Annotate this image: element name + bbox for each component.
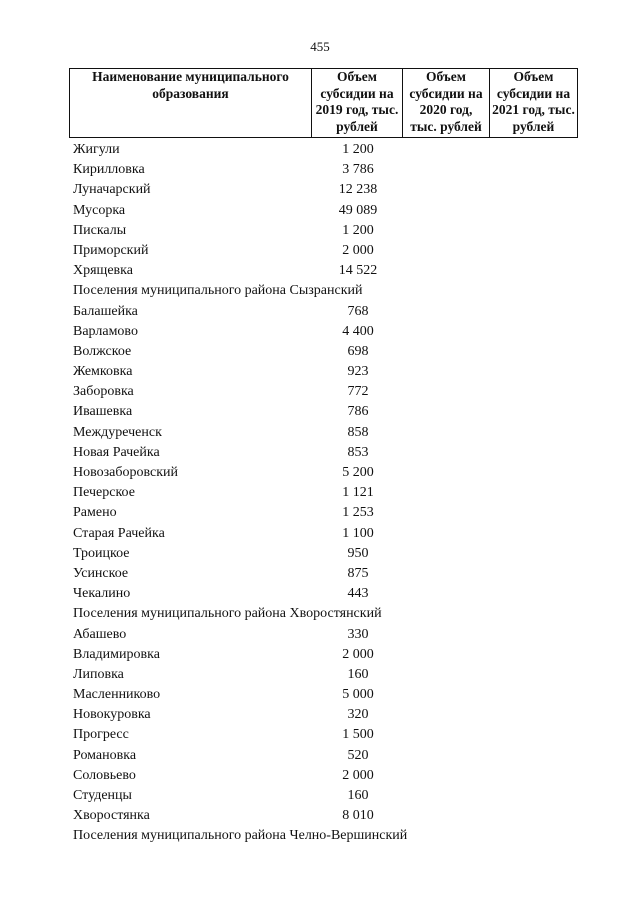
table-row [73, 625, 593, 645]
table-row [73, 685, 593, 705]
section-heading: Поселения муниципального района Челно-Вершинский [73, 828, 408, 844]
municipality-name: Хрящевка [73, 263, 133, 279]
municipality-name: Студенцы [73, 788, 132, 803]
subsidy-2019-value: 2 000 [342, 242, 374, 258]
table-row [73, 503, 593, 523]
table-row [73, 221, 593, 241]
table-row [73, 483, 593, 503]
subsidy-2019-value: 858 [347, 424, 369, 440]
subsidy-2019-value: 8 010 [342, 808, 374, 824]
table-row [73, 362, 593, 382]
table-body [73, 140, 593, 847]
municipality-name: Усинское [73, 565, 129, 581]
header-2021-column: Объем субсидии на 2021 год, тыс. рублей [490, 69, 578, 138]
subsidy-2019-value: 160 [347, 666, 369, 682]
subsidy-2019-value: 698 [347, 343, 369, 359]
municipality-name: Жемковка [73, 364, 133, 380]
subsidy-2019-value: 320 [347, 707, 369, 723]
municipality-name: Мусорка [73, 202, 126, 218]
table-row [73, 342, 593, 362]
subsidy-2019-value: 5 000 [342, 687, 374, 703]
section-heading-row [73, 604, 593, 624]
subsidy-2019-value: 49 089 [338, 202, 378, 218]
subsidy-2019-value: 1 500 [342, 727, 374, 743]
table-row [73, 725, 593, 745]
subsidy-2019-value: 772 [347, 384, 369, 400]
table-row [73, 402, 593, 422]
municipality-name: Троицкое [73, 545, 130, 561]
subsidy-2019-value: 923 [347, 364, 369, 380]
subsidy-2019-value: 950 [347, 545, 369, 561]
table-row [73, 746, 593, 766]
header-2020-column: Объем субсидии на 2020 год, тыс. рублей [403, 69, 490, 138]
municipality-name: Новозаборовский [73, 465, 179, 480]
subsidy-2019-value: 768 [347, 303, 369, 319]
header-name-column: Наименование муниципального образования [70, 69, 312, 138]
table-row [73, 463, 593, 483]
table-row [73, 160, 593, 180]
table-row [73, 322, 593, 342]
table-header [69, 68, 578, 138]
municipality-name: Старая Рачейка [73, 525, 165, 541]
table-row [73, 766, 593, 786]
page-number: 455 [310, 39, 330, 54]
subsidy-2019-value: 5 200 [342, 465, 374, 480]
subsidy-2019-value: 160 [347, 788, 369, 803]
municipality-name: Кирилловка [73, 162, 145, 178]
municipality-name: Приморский [73, 242, 149, 258]
municipality-name: Волжское [73, 343, 132, 359]
municipality-name: Рамено [73, 505, 117, 521]
section-heading-row [73, 826, 593, 846]
table-row [73, 645, 593, 665]
table-row [73, 524, 593, 544]
section-heading-row [73, 281, 593, 301]
subsidy-2019-value: 2 000 [342, 646, 374, 662]
table-row [73, 201, 593, 221]
municipality-name: Липовка [73, 666, 124, 682]
subsidy-2019-value: 1 253 [342, 505, 374, 521]
subsidy-2019-value: 443 [347, 586, 369, 602]
municipality-name: Абашево [73, 626, 127, 642]
table-row [73, 806, 593, 826]
table-row [73, 564, 593, 584]
subsidy-2019-value: 875 [347, 565, 369, 581]
municipality-name: Соловьево [73, 767, 136, 783]
table-row [73, 140, 593, 160]
table-row [73, 584, 593, 604]
subsidy-2019-value: 853 [347, 444, 369, 460]
municipality-name: Чекалино [73, 586, 131, 602]
subsidy-2019-value: 1 100 [342, 525, 374, 541]
table-row [73, 180, 593, 200]
section-heading: Поселения муниципального района Сызранский [73, 283, 363, 299]
municipality-name: Печерское [73, 485, 135, 501]
subsidy-2019-value: 330 [347, 626, 369, 642]
table-row [73, 261, 593, 281]
municipality-name: Заборовка [73, 384, 134, 400]
subsidy-2019-value: 1 121 [342, 485, 374, 501]
municipality-name: Хворостянка [73, 808, 150, 824]
section-heading: Поселения муниципального района Хворостянский [73, 606, 382, 622]
table-row [73, 786, 593, 806]
table-row [73, 241, 593, 261]
municipality-name: Ивашевка [73, 404, 133, 420]
municipality-name: Новая Рачейка [73, 444, 160, 460]
municipality-name: Масленниково [73, 687, 161, 703]
subsidy-2019-value: 2 000 [342, 767, 374, 783]
table-row [73, 705, 593, 725]
municipality-name: Прогресс [73, 727, 129, 743]
table-row [73, 443, 593, 463]
municipality-name: Пискалы [73, 222, 127, 238]
subsidy-2019-value: 12 238 [338, 182, 378, 198]
municipality-name: Варламово [73, 323, 138, 339]
municipality-name: Романовка [73, 747, 137, 763]
municipality-name: Владимировка [73, 646, 160, 662]
subsidy-2019-value: 1 200 [342, 222, 374, 238]
subsidy-2019-value: 4 400 [342, 323, 374, 339]
municipality-name: Жигули [73, 142, 120, 157]
header-2019-column: Объем субсидии на 2019 год, тыс. рублей [312, 69, 403, 138]
subsidy-2019-value: 3 786 [342, 162, 374, 178]
table-row [73, 302, 593, 322]
table-row [73, 423, 593, 443]
table-row [73, 382, 593, 402]
municipality-name: Новокуровка [73, 707, 151, 723]
subsidy-2019-value: 14 522 [338, 263, 378, 279]
municipality-name: Балашейка [73, 303, 138, 319]
municipality-name: Луначарский [73, 182, 151, 198]
subsidy-2019-value: 786 [347, 404, 369, 420]
table-row [73, 544, 593, 564]
table-row [73, 665, 593, 685]
subsidy-2019-value: 1 200 [342, 142, 374, 157]
subsidy-2019-value: 520 [347, 747, 369, 763]
municipality-name: Междуреченск [73, 424, 162, 440]
